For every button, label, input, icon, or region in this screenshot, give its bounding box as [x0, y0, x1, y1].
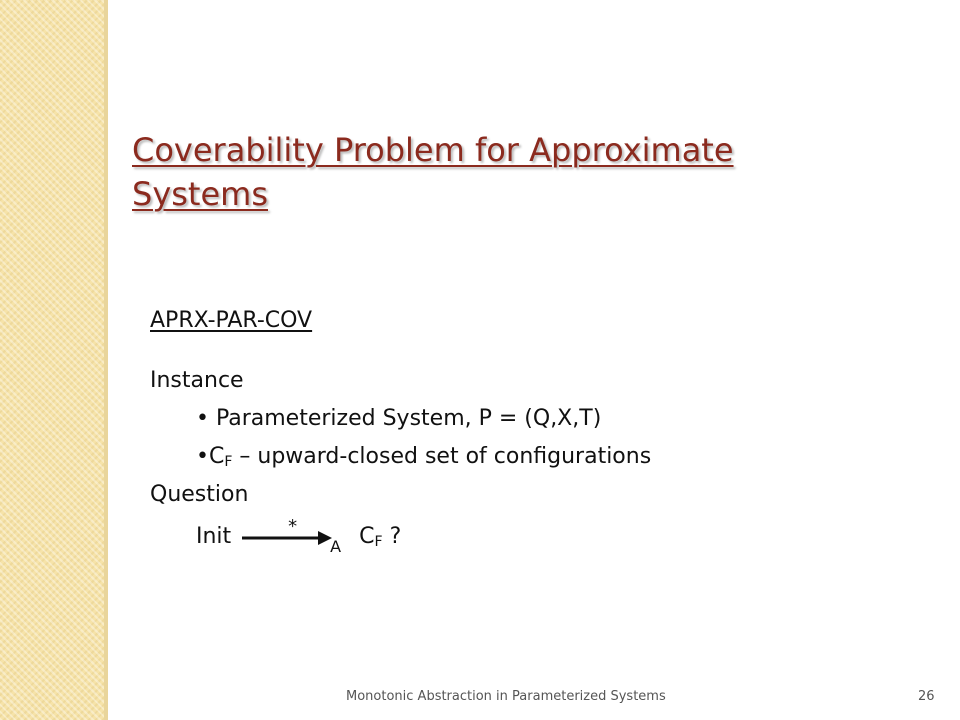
query-end: ? [382, 524, 402, 549]
arrow-star: * [288, 516, 298, 537]
reachability-arrow [238, 516, 342, 556]
bullet-subscript: F [224, 454, 233, 470]
instance-label: Instance [150, 368, 244, 393]
bullet-prefix: •C [196, 444, 225, 469]
query-target: C [359, 524, 375, 549]
instance-bullet-configurations [196, 442, 651, 477]
decorative-side-band [0, 0, 104, 720]
arrow-icon [238, 522, 334, 552]
page-number: 26 [918, 689, 935, 704]
question-label: Question [150, 482, 249, 507]
slide-title: Coverability Problem for Approximate Systems [132, 131, 734, 213]
footer-title: Monotonic Abstraction in Parameterized Systems [346, 689, 666, 704]
query-target-subscript: F [374, 534, 383, 550]
instance-bullet-system: • Parameterized System, P = (Q,X,T) [196, 406, 602, 431]
arrow-subscript: A [330, 537, 342, 556]
side-band-edge [104, 0, 108, 720]
query-init: Init [196, 524, 232, 549]
bullet-rest: – upward-closed set of configurations [232, 444, 652, 469]
question-query [196, 516, 402, 557]
problem-name: APRX-PAR-COV [150, 308, 313, 333]
